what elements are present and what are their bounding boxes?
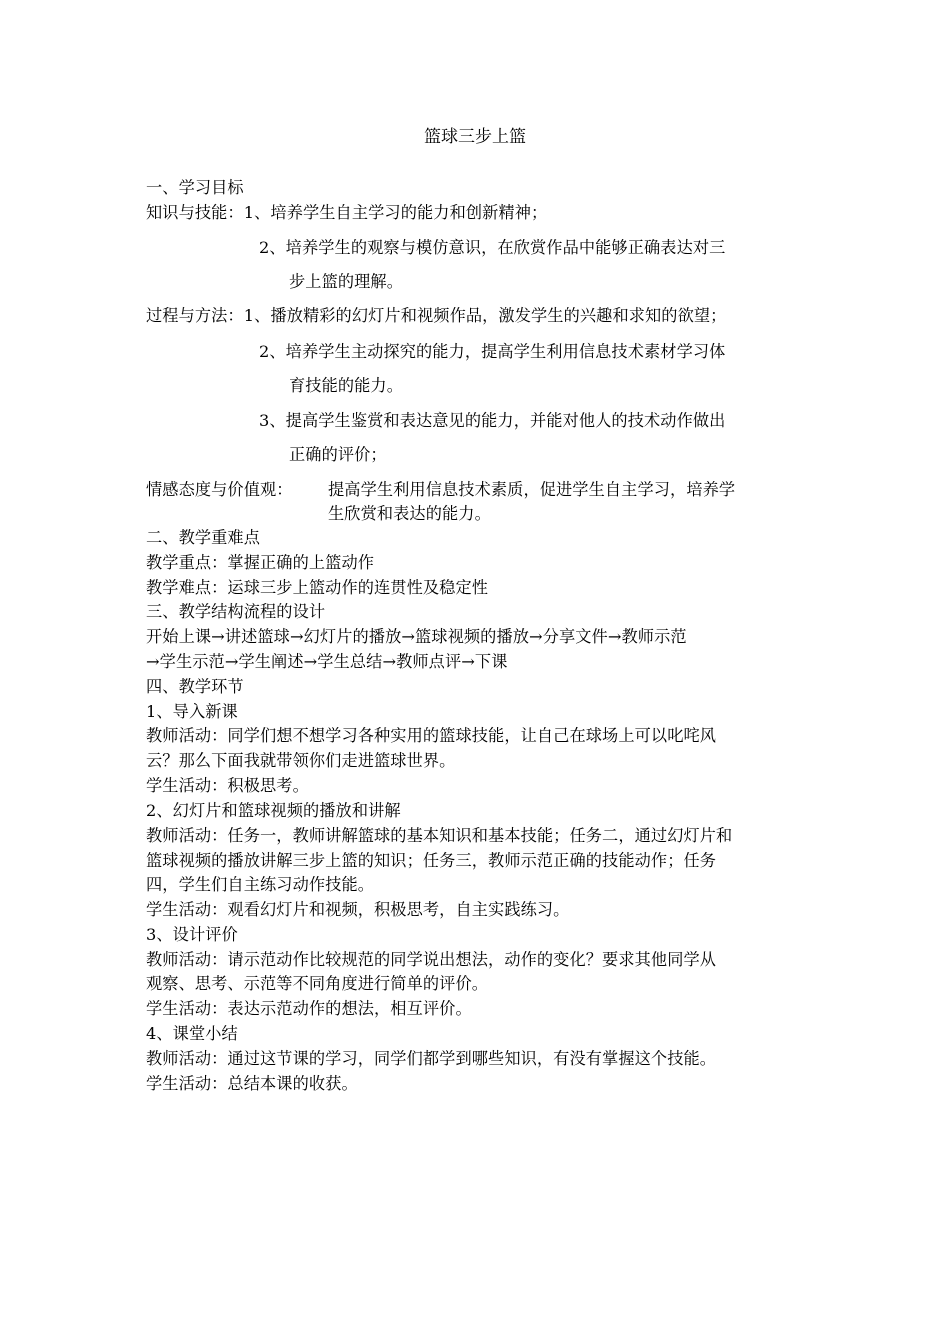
text-line: 2、培养学生主动探究的能力，提高学生利用信息技术素材学习体 [259,342,726,361]
subsection-heading: 3、设计评价 [146,925,238,944]
text-line: 篮球视频的播放讲解三步上篮的知识；任务三，教师示范正确的技能动作；任务 [146,851,717,870]
subsection-heading: 4、课堂小结 [146,1024,238,1043]
text-line: 正确的评价； [289,445,387,464]
text-line: 教学难点：运球三步上篮动作的连贯性及稳定性 [146,578,489,597]
text-line: 育技能的能力。 [289,376,404,395]
text-line: 开始上课→讲述篮球→幻灯片的播放→篮球视频的播放→分享文件→教师示范 [146,627,687,646]
text-line: 知识与技能：1、培养学生自主学习的能力和创新精神； [146,203,548,222]
section-heading: 三、教学结构流程的设计 [146,602,326,621]
text-line: 教学重点：掌握正确的上篮动作 [146,553,375,572]
text-line: 提高学生利用信息技术素质，促进学生自主学习，培养学 [328,480,736,499]
text-line: 过程与方法：1、播放精彩的幻灯片和视频作品，激发学生的兴趣和求知的欲望； [146,306,727,325]
text-line: 学生活动：总结本课的收获。 [146,1074,358,1093]
subsection-heading: 2、幻灯片和篮球视频的播放和讲解 [146,801,401,820]
text-line: 教师活动：任务一，教师讲解篮球的基本知识和基本技能；任务二，通过幻灯片和 [146,826,733,845]
text-line: 四，学生们自主练习动作技能。 [146,875,375,894]
document-title: 篮球三步上篮 [424,127,526,147]
section-heading: 四、教学环节 [146,677,244,696]
text-line: 教师活动：请示范动作比较规范的同学说出想法，动作的变化？要求其他同学从 [146,950,717,969]
text-line: 教师活动：同学们想不想学习各种实用的篮球技能，让自己在球场上可以叱咤风 [146,726,717,745]
subsection-heading: 1、导入新课 [146,702,238,721]
text-line: 云？那么下面我就带领你们走进篮球世界。 [146,751,456,770]
section-heading: 一、学习目标 [146,178,244,197]
text-line: 学生活动：积极思考。 [146,776,309,795]
text-line: 生欣赏和表达的能力。 [328,504,491,523]
text-label: 情感态度与价值观： [146,480,293,499]
text-line: →学生示范→学生阐述→学生总结→教师点评→下课 [146,652,508,671]
text-line: 2、培养学生的观察与模仿意识，在欣赏作品中能够正确表达对三 [259,238,726,257]
text-line: 观察、思考、示范等不同角度进行简单的评价。 [146,974,489,993]
text-line: 教师活动：通过这节课的学习，同学们都学到哪些知识，有没有掌握这个技能。 [146,1049,717,1068]
text-line: 学生活动：观看幻灯片和视频，积极思考，自主实践练习。 [146,900,570,919]
text-line: 3、提高学生鉴赏和表达意见的能力，并能对他人的技术动作做出 [259,411,726,430]
text-line: 学生活动：表达示范动作的想法，相互评价。 [146,999,472,1018]
section-heading: 二、教学重难点 [146,528,261,547]
text-line: 步上篮的理解。 [289,272,404,291]
